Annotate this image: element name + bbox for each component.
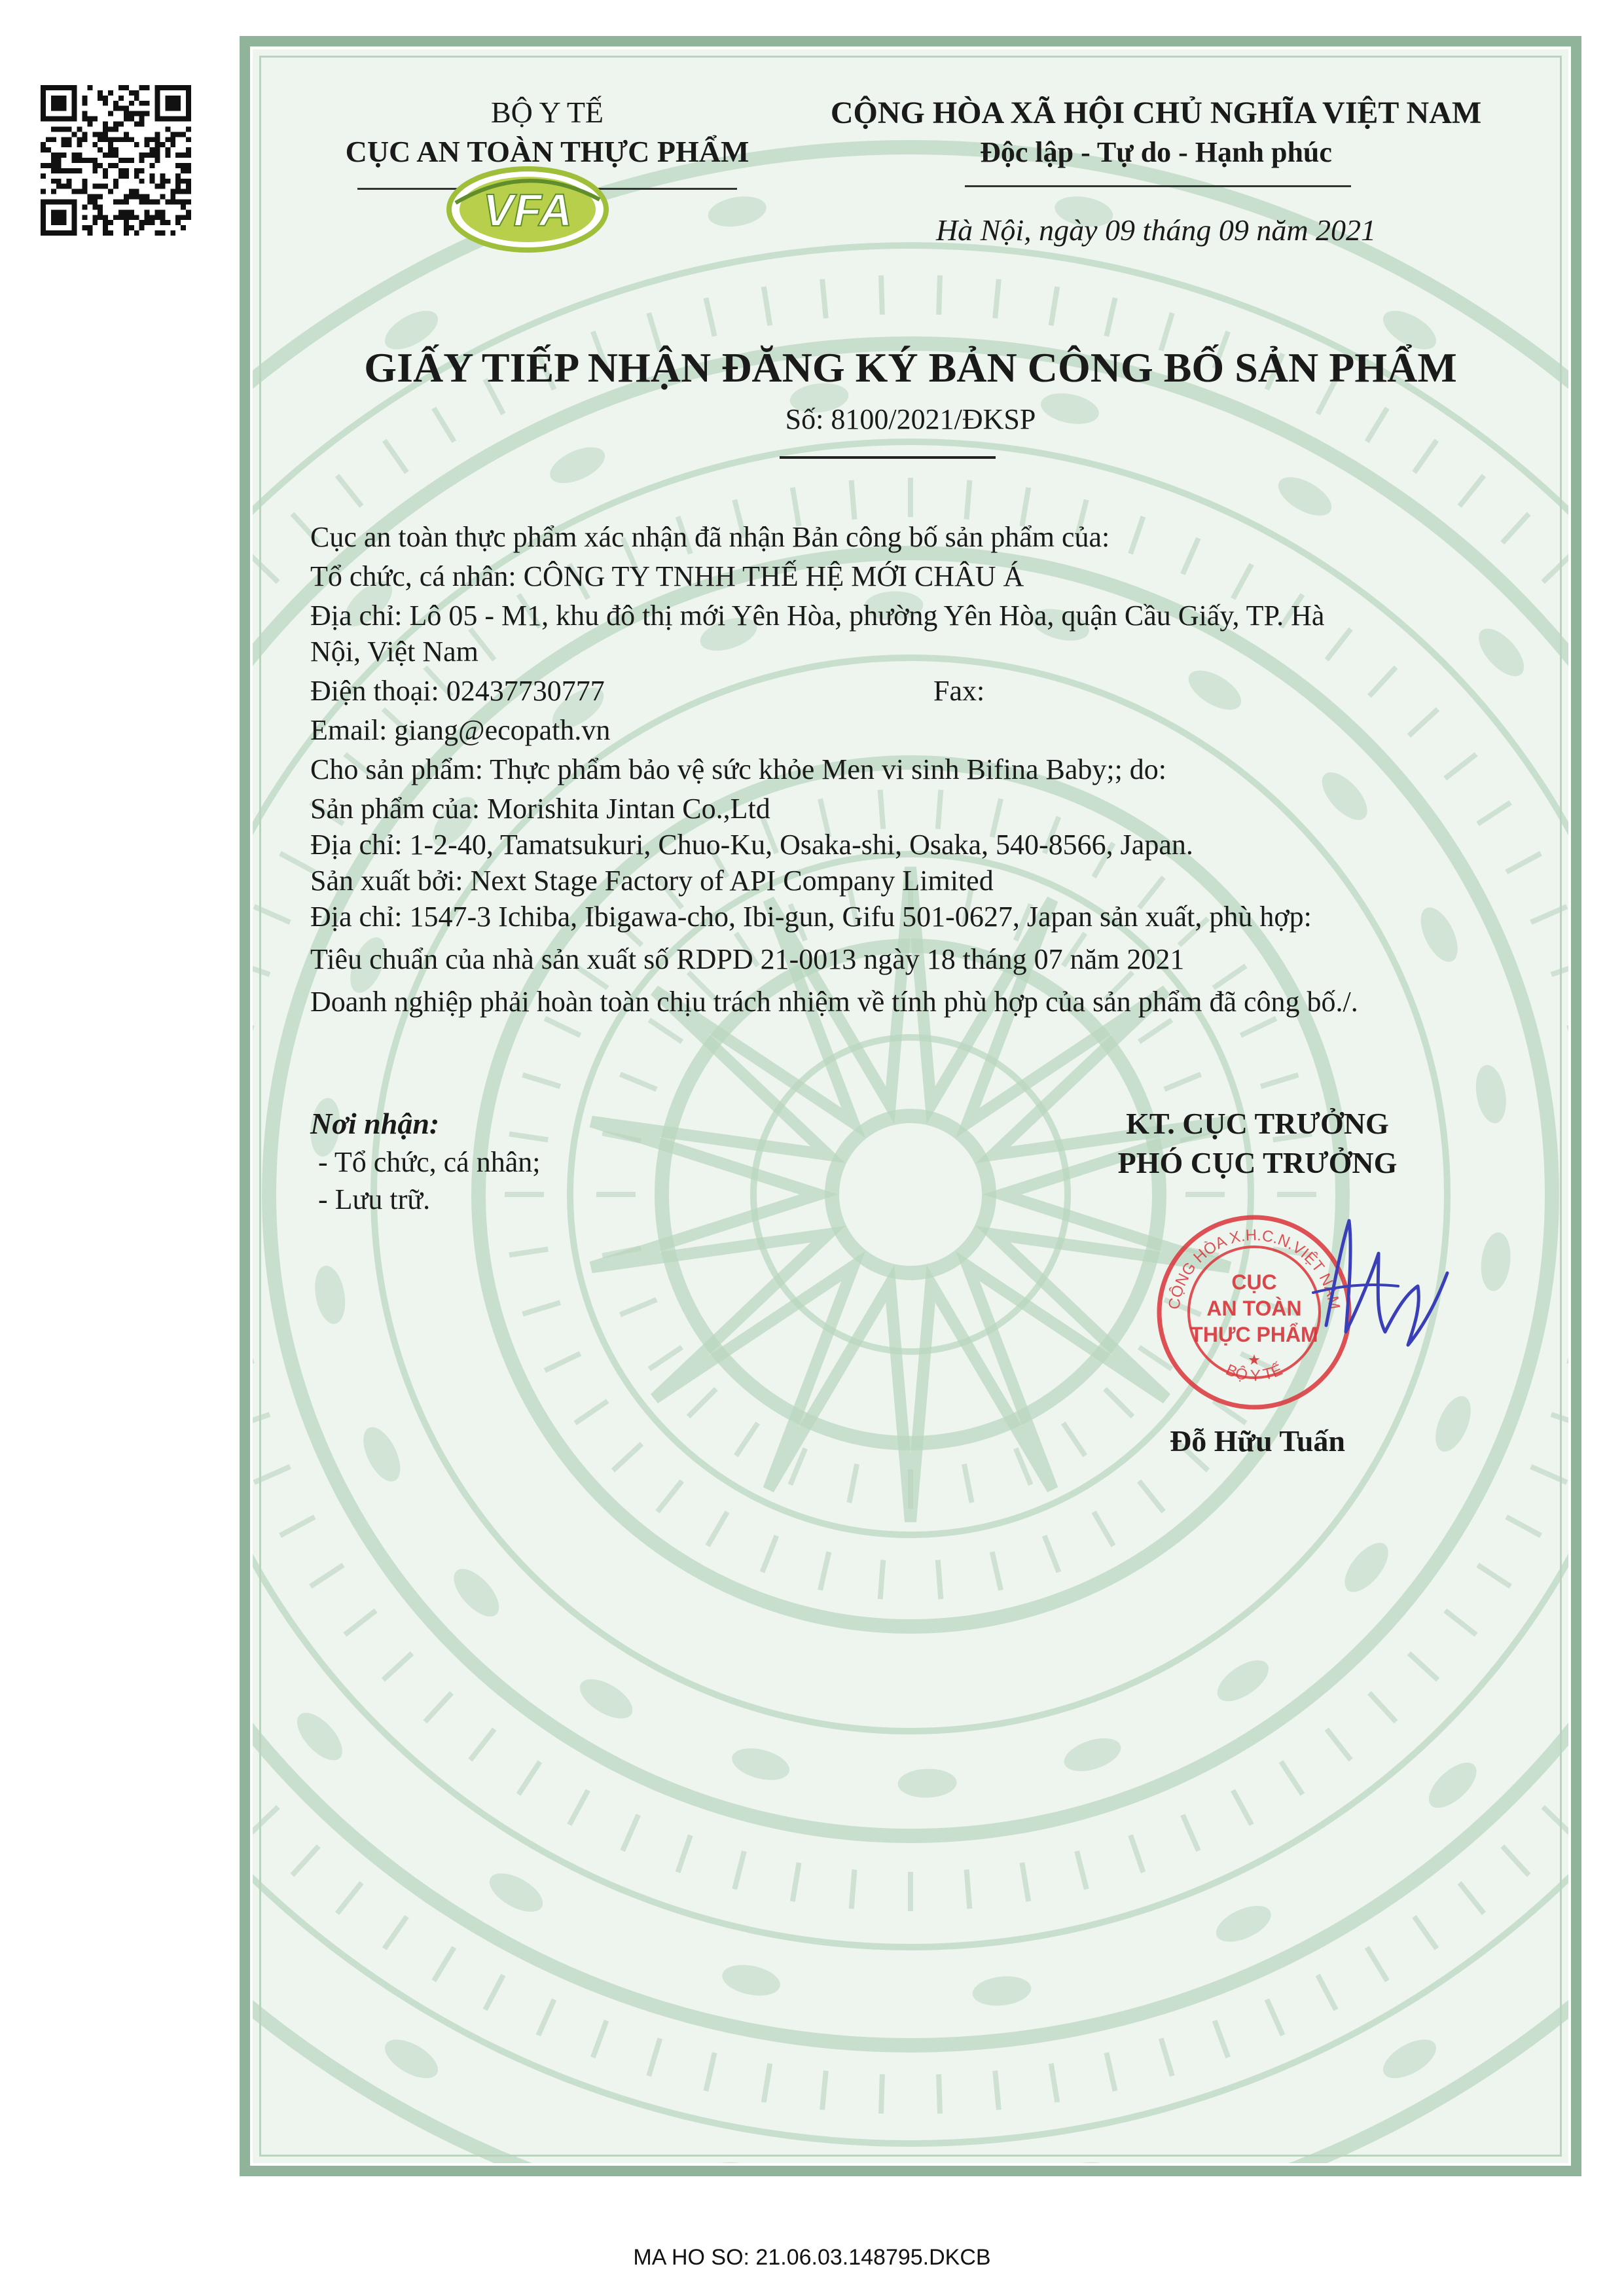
recipient-item: - Lưu trữ.	[318, 1183, 431, 1215]
body-intro: Cục an toàn thực phẩm xác nhận đã nhận Bản công bố sản phẩm của:	[310, 521, 1110, 553]
ministry-name: BỘ Y TẾ	[490, 96, 604, 129]
body-manufacturer-address: Địa chỉ: 1547-3 Ichiba, Ibigawa-cho, Ibi-gun, Gifu 501-0627, Japan sản xuất, phù hợp:	[310, 901, 1312, 933]
body-product: Cho sản phẩm: Thực phẩm bảo vệ sức khỏe Men vi sinh Bifina Baby;; do:	[310, 753, 1167, 785]
body-fax: Fax:	[933, 675, 985, 707]
svg-text:VFA: VFA	[482, 185, 573, 236]
body-organization: Tổ chức, cá nhân: CÔNG TY TNHH THẾ HỆ MỚI CHÂU Á	[310, 560, 1024, 592]
body-product-of-address: Địa chỉ: 1-2-40, Tamatsukuri, Chuo-Ku, Osaka-shi, Osaka, 540-8566, Japan.	[310, 829, 1193, 861]
agency-name: CỤC AN TOÀN THỰC PHẨM	[345, 135, 749, 168]
body-phone: Điện thoại: 02437730777	[310, 675, 605, 707]
body-address-line2: Nội, Việt Nam	[310, 636, 478, 668]
vfa-logo-icon	[436, 154, 619, 265]
national-motto: Độc lập - Tự do - Hạnh phúc	[980, 136, 1332, 168]
svg-text:CỘNG HÒA X.H.C.N.VIỆT NAM: CỘNG HÒA X.H.C.N.VIỆT NAM	[1165, 1226, 1343, 1311]
body-email: Email: giang@ecopath.vn	[310, 714, 611, 746]
svg-text:THỰC PHẨM: THỰC PHẨM	[1190, 1323, 1318, 1346]
handwritten-signature	[1287, 1194, 1457, 1358]
recipients-title: Nơi nhận:	[310, 1107, 440, 1140]
dossier-code: MA HO SO: 21.06.03.148795.DKCB	[633, 2245, 991, 2270]
republic-name: CỘNG HÒA XÃ HỘI CHỦ NGHĨA VIỆT NAM	[830, 96, 1482, 130]
signature-title-2: PHÓ CỤC TRƯỞNG	[1117, 1146, 1398, 1179]
signer-name: Đỗ Hữu Tuấn	[1170, 1424, 1345, 1458]
body-responsibility: Doanh nghiệp phải hoàn toàn chịu trách nhiệm về tính phù hợp của sản phẩm đã công bố./.	[310, 986, 1358, 1018]
signature-title-1: KT. CỤC TRƯỞNG	[1126, 1107, 1389, 1140]
place-date: Hà Nội, ngày 09 tháng 09 năm 2021	[935, 213, 1377, 247]
body-standard: Tiêu chuẩn của nhà sản xuất số RDPD 21-0013 ngày 18 tháng 07 năm 2021	[310, 943, 1185, 975]
header-rule-right	[965, 185, 1351, 187]
document-number: Số: 8100/2021/ĐKSP	[785, 403, 1036, 435]
svg-text:AN TOÀN: AN TOÀN	[1206, 1297, 1302, 1320]
svg-text:BỘ Y TẾ: BỘ Y TẾ	[1223, 1361, 1286, 1385]
certificate-frame	[240, 36, 1581, 2176]
recipient-item: - Tổ chức, cá nhân;	[318, 1146, 541, 1178]
svg-text:★: ★	[1248, 1352, 1261, 1368]
certificate-content	[240, 36, 1581, 2176]
qr-code-icon	[34, 85, 198, 236]
body-address-line1: Địa chỉ: Lô 05 - M1, khu đô thị mới Yên Hòa, phường Yên Hòa, quận Cầu Giấy, TP. Hà	[310, 600, 1325, 632]
svg-text:CỤC: CỤC	[1231, 1270, 1277, 1294]
title-rule	[780, 456, 996, 459]
body-product-of: Sản phẩm của: Morishita Jintan Co.,Ltd	[310, 793, 770, 825]
body-manufacturer: Sản xuất bởi: Next Stage Factory of API Company Limited	[310, 865, 994, 897]
document-title: GIẤY TIẾP NHẬN ĐĂNG KÝ BẢN CÔNG BỐ SẢN PHẨM	[364, 344, 1457, 391]
